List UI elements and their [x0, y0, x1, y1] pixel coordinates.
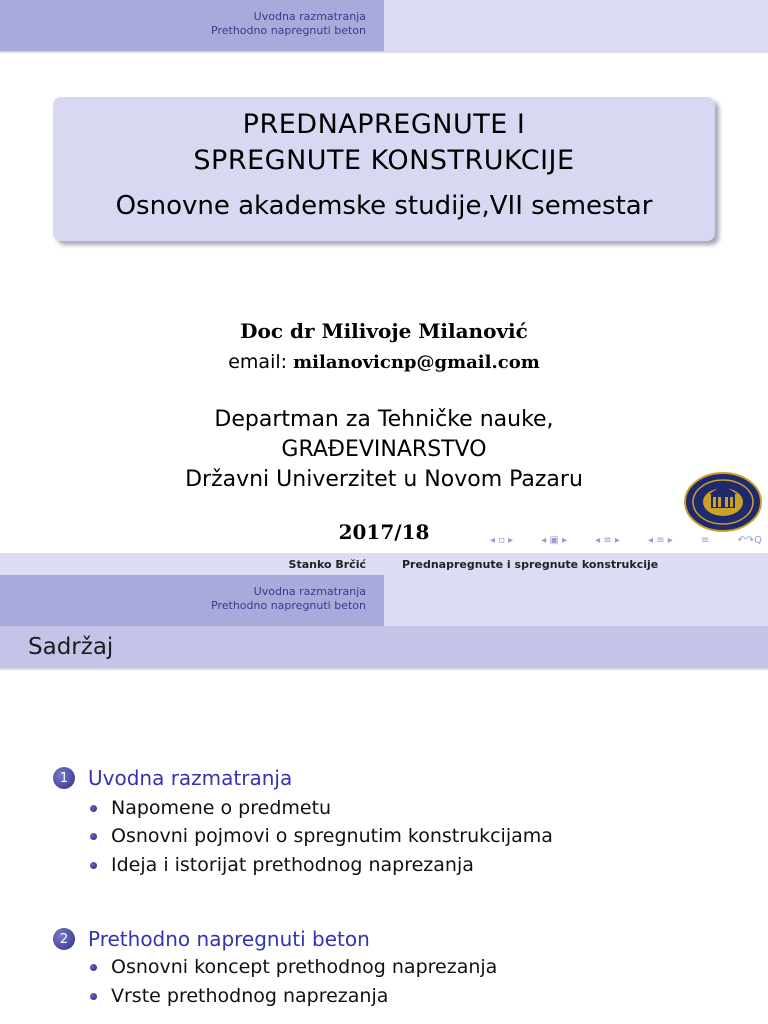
- subsection-label[interactable]: Vrste prethodnog naprezanja: [111, 985, 389, 1007]
- slide-header: [0, 575, 768, 626]
- nav-section-icon[interactable]: ◂ ≡ ▸: [595, 535, 620, 546]
- subsection-label[interactable]: Napomene o predmetu: [111, 797, 332, 819]
- slide-footer: [0, 553, 768, 575]
- header-section-nav: [0, 575, 384, 626]
- toc-subsection[interactable]: [90, 955, 497, 979]
- nav-frame-icon[interactable]: ◂ ▫ ▸: [490, 535, 514, 546]
- beamer-navigation: [490, 535, 762, 549]
- frame-title-bar: [0, 626, 768, 668]
- footer-author: Stanko Brčić: [288, 558, 366, 571]
- university-seal-icon: [684, 472, 762, 532]
- nav-toc-icon[interactable]: ≡: [700, 535, 710, 546]
- date: 2017/18: [338, 520, 430, 544]
- section-number-badge: 1: [53, 767, 75, 789]
- author-email-line: [0, 351, 768, 373]
- section-label[interactable]: Prethodno napregnuti beton: [88, 927, 370, 951]
- contents-slide: [0, 553, 768, 1024]
- toc-subsection[interactable]: [90, 984, 388, 1008]
- frame-title: Sadržaj: [28, 634, 114, 660]
- toc-subsection[interactable]: [90, 796, 331, 820]
- header-shadow: [0, 51, 768, 54]
- bullet-icon: [90, 862, 97, 869]
- email-address: milanovicnp@gmail.com: [293, 352, 540, 373]
- institute-line-3: Državni Univerzitet u Novom Pazaru: [185, 467, 583, 492]
- bullet-icon: [90, 993, 97, 1000]
- title-line-2: SPREGNUTE KONSTRUKCIJE: [193, 145, 575, 176]
- toc-subsection[interactable]: [90, 853, 474, 877]
- header-section-link-1[interactable]: Uvodna razmatranja: [253, 585, 366, 598]
- footer-author-box: [0, 553, 384, 575]
- header-subsection-nav: [384, 0, 768, 51]
- toc-subsection[interactable]: [90, 824, 553, 848]
- subtitle: Osnovne akademske studije,VII semestar: [115, 191, 653, 221]
- bullet-icon: [90, 805, 97, 812]
- toc-section-2[interactable]: [53, 926, 370, 952]
- nav-subsection-icon[interactable]: ◂ ▣ ▸: [541, 535, 568, 546]
- title-line-1: PREDNAPREGNUTE I: [242, 109, 526, 140]
- subsection-label[interactable]: Ideja i istorijat prethodnog naprezanja: [111, 854, 474, 876]
- subsection-label[interactable]: Osnovni pojmovi o spregnutim konstrukcijama: [111, 825, 553, 847]
- bullet-icon: [90, 833, 97, 840]
- section-number-badge: 2: [53, 928, 75, 950]
- toc-section-1[interactable]: [53, 765, 292, 791]
- footer-title: Prednapregnute i spregnute konstrukcije: [402, 558, 659, 571]
- header-section-link-1[interactable]: Uvodna razmatranja: [253, 10, 366, 23]
- frame-title-shadow: [0, 668, 768, 671]
- email-label: email:: [228, 351, 288, 373]
- nav-search-icon[interactable]: ↶↷Q: [737, 535, 762, 546]
- footer-title-box: [384, 553, 768, 575]
- title-block: [53, 97, 715, 241]
- header-subsection-nav: [384, 575, 768, 626]
- nav-document-icon[interactable]: ◂ ≡ ▸: [648, 535, 673, 546]
- subsection-label[interactable]: Osnovni koncept prethodnog naprezanja: [111, 956, 498, 978]
- institute-line-1: Departman za Tehničke nauke,: [214, 407, 554, 432]
- institute-line-2: GRAĐEVINARSTVO: [281, 437, 487, 462]
- author-name: Doc dr Milivoje Milanović: [240, 319, 528, 343]
- section-label[interactable]: Uvodna razmatranja: [88, 766, 293, 790]
- bullet-icon: [90, 964, 97, 971]
- slide-header: [0, 0, 768, 51]
- header-section-link-2[interactable]: Prethodno napregnuti beton: [211, 599, 366, 612]
- header-section-nav: [0, 0, 384, 51]
- header-section-link-2[interactable]: Prethodno napregnuti beton: [211, 24, 366, 37]
